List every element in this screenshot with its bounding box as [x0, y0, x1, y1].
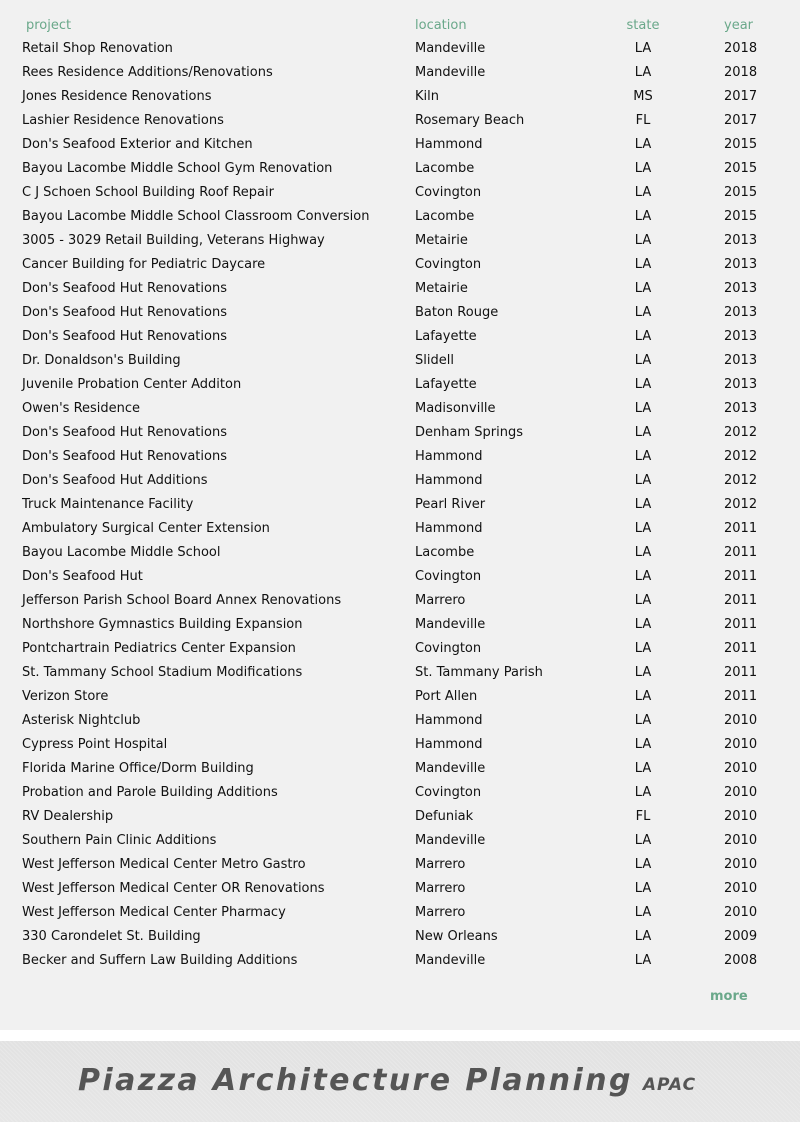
- year-cell: 2013: [724, 305, 758, 320]
- location-cell: Metairie: [415, 233, 468, 248]
- location-cell: Hammond: [415, 137, 483, 152]
- brand-logo-text: [78, 1063, 696, 1098]
- location-cell: Denham Springs: [415, 425, 523, 440]
- location-cell: Port Allen: [415, 689, 478, 704]
- location-cell: Mandeville: [415, 833, 486, 848]
- location-cell: Marrero: [415, 593, 466, 608]
- project-cell: Don's Seafood Hut Renovations: [22, 449, 227, 464]
- project-cell: 330 Carondelet St. Building: [22, 929, 201, 944]
- year-cell: 2011: [724, 641, 758, 656]
- project-cell: Southern Pain Clinic Additions: [22, 833, 217, 848]
- project-cell: 3005 - 3029 Retail Building, Veterans Highway: [22, 233, 325, 248]
- table-row: [22, 589, 782, 613]
- project-cell: Florida Marine Office/Dorm Building: [22, 761, 254, 776]
- state-cell: LA: [634, 929, 652, 944]
- project-cell: St. Tammany School Stadium Modifications: [22, 665, 303, 680]
- location-cell: Covington: [415, 569, 482, 584]
- state-cell: LA: [634, 521, 652, 536]
- table-row: [22, 85, 782, 109]
- table-row: [22, 157, 782, 181]
- state-cell: LA: [634, 545, 652, 560]
- table-row: [22, 229, 782, 253]
- table-row: [22, 805, 782, 829]
- year-cell: 2018: [724, 41, 758, 56]
- year-cell: 2018: [724, 65, 758, 80]
- state-cell: LA: [634, 41, 652, 56]
- location-cell: Marrero: [415, 905, 466, 920]
- table-row: [22, 253, 782, 277]
- location-cell: Rosemary Beach: [415, 113, 525, 128]
- year-cell: 2010: [724, 809, 758, 824]
- table-row: [22, 517, 782, 541]
- state-cell: MS: [633, 89, 653, 104]
- year-cell: 2013: [724, 281, 758, 296]
- location-cell: Metairie: [415, 281, 468, 296]
- table-row: [22, 949, 782, 973]
- project-cell: Bayou Lacombe Middle School: [22, 545, 221, 560]
- brand-name: Piazza Architecture Planning: [78, 1063, 633, 1098]
- year-cell: 2009: [724, 929, 758, 944]
- projects-table: [22, 15, 782, 973]
- year-cell: 2012: [724, 449, 758, 464]
- location-cell: Mandeville: [415, 761, 486, 776]
- year-cell: 2012: [724, 425, 758, 440]
- location-cell: Hammond: [415, 521, 483, 536]
- header-state: state: [626, 18, 660, 33]
- state-cell: LA: [634, 785, 652, 800]
- year-cell: 2010: [724, 857, 758, 872]
- project-cell: Don's Seafood Hut Renovations: [22, 425, 227, 440]
- location-cell: Hammond: [415, 449, 483, 464]
- state-cell: LA: [634, 449, 652, 464]
- year-cell: 2010: [724, 881, 758, 896]
- project-cell: Bayou Lacombe Middle School Gym Renovation: [22, 161, 333, 176]
- state-cell: LA: [634, 761, 652, 776]
- state-cell: LA: [634, 329, 652, 344]
- table-row: [22, 661, 782, 685]
- state-cell: LA: [634, 185, 652, 200]
- project-cell: Asterisk Nightclub: [22, 713, 141, 728]
- location-cell: Lacombe: [415, 161, 475, 176]
- table-row: [22, 205, 782, 229]
- brand-suffix: APAC: [642, 1075, 697, 1095]
- state-cell: LA: [634, 137, 652, 152]
- state-cell: LA: [634, 161, 652, 176]
- state-cell: LA: [634, 881, 652, 896]
- table-row: [22, 37, 782, 61]
- header-location: location: [415, 18, 467, 33]
- table-row: [22, 565, 782, 589]
- project-cell: Probation and Parole Building Additions: [22, 785, 278, 800]
- table-row: [22, 853, 782, 877]
- year-cell: 2015: [724, 185, 758, 200]
- state-cell: LA: [634, 569, 652, 584]
- state-cell: LA: [634, 281, 652, 296]
- project-cell: Jefferson Parish School Board Annex Renovations: [22, 593, 342, 608]
- year-cell: 2015: [724, 209, 758, 224]
- location-cell: Lacombe: [415, 545, 475, 560]
- project-cell: Jones Residence Renovations: [22, 89, 212, 104]
- location-cell: Covington: [415, 641, 482, 656]
- state-cell: LA: [634, 497, 652, 512]
- state-cell: LA: [634, 353, 652, 368]
- table-row: [22, 493, 782, 517]
- year-cell: 2017: [724, 89, 758, 104]
- table-row: [22, 109, 782, 133]
- state-cell: LA: [634, 617, 652, 632]
- year-cell: 2015: [724, 161, 758, 176]
- project-cell: West Jefferson Medical Center Pharmacy: [22, 905, 286, 920]
- project-cell: Don's Seafood Exterior and Kitchen: [22, 137, 253, 152]
- location-cell: Pearl River: [415, 497, 486, 512]
- project-cell: Don's Seafood Hut Additions: [22, 473, 208, 488]
- project-cell: Don's Seafood Hut Renovations: [22, 305, 227, 320]
- table-row: [22, 877, 782, 901]
- project-cell: Cypress Point Hospital: [22, 737, 168, 752]
- state-cell: LA: [634, 401, 652, 416]
- project-cell: Bayou Lacombe Middle School Classroom Conversion: [22, 209, 370, 224]
- header-year: year: [724, 18, 754, 33]
- project-cell: Rees Residence Additions/Renovations: [22, 65, 273, 80]
- table-row: [22, 901, 782, 925]
- table-row: [22, 685, 782, 709]
- state-cell: LA: [634, 593, 652, 608]
- state-cell: LA: [634, 641, 652, 656]
- table-row: [22, 349, 782, 373]
- year-cell: 2012: [724, 473, 758, 488]
- project-cell: Cancer Building for Pediatric Daycare: [22, 257, 266, 272]
- table-row: [22, 373, 782, 397]
- year-cell: 2010: [724, 785, 758, 800]
- project-cell: Pontchartrain Pediatrics Center Expansion: [22, 641, 296, 656]
- year-cell: 2010: [724, 713, 758, 728]
- year-cell: 2010: [724, 833, 758, 848]
- location-cell: Lafayette: [415, 377, 477, 392]
- table-row: [22, 733, 782, 757]
- table-row: [22, 421, 782, 445]
- location-cell: Mandeville: [415, 617, 486, 632]
- state-cell: LA: [634, 665, 652, 680]
- project-cell: RV Dealership: [22, 809, 114, 824]
- project-cell: Ambulatory Surgical Center Extension: [22, 521, 270, 536]
- project-cell: Don's Seafood Hut Renovations: [22, 281, 227, 296]
- location-cell: Covington: [415, 785, 482, 800]
- location-cell: Mandeville: [415, 41, 486, 56]
- location-cell: Defuniak: [415, 809, 474, 824]
- state-cell: LA: [634, 833, 652, 848]
- state-cell: LA: [634, 65, 652, 80]
- table-row: [22, 829, 782, 853]
- year-cell: 2010: [724, 761, 758, 776]
- state-cell: LA: [634, 473, 652, 488]
- year-cell: 2013: [724, 353, 758, 368]
- year-cell: 2011: [724, 569, 758, 584]
- project-cell: West Jefferson Medical Center OR Renovations: [22, 881, 325, 896]
- state-cell: LA: [634, 953, 652, 968]
- year-cell: 2013: [724, 257, 758, 272]
- year-cell: 2011: [724, 593, 758, 608]
- location-cell: Mandeville: [415, 953, 486, 968]
- project-cell: C J Schoen School Building Roof Repair: [22, 185, 274, 200]
- more-link[interactable]: more: [710, 989, 748, 1004]
- location-cell: New Orleans: [415, 929, 498, 944]
- year-cell: 2011: [724, 689, 758, 704]
- table-header: [22, 15, 782, 37]
- table-row: [22, 325, 782, 349]
- table-row: [22, 541, 782, 565]
- location-cell: Mandeville: [415, 65, 486, 80]
- year-cell: 2012: [724, 497, 758, 512]
- location-cell: Baton Rouge: [415, 305, 499, 320]
- state-cell: LA: [634, 233, 652, 248]
- location-cell: Hammond: [415, 737, 483, 752]
- state-cell: LA: [634, 425, 652, 440]
- project-cell: Northshore Gymnastics Building Expansion: [22, 617, 303, 632]
- state-cell: LA: [634, 737, 652, 752]
- header-project: project: [26, 18, 72, 33]
- project-cell: Owen's Residence: [22, 401, 141, 416]
- year-cell: 2011: [724, 521, 758, 536]
- location-cell: Marrero: [415, 881, 466, 896]
- table-row: [22, 181, 782, 205]
- project-cell: Truck Maintenance Facility: [22, 497, 194, 512]
- table-row: [22, 301, 782, 325]
- location-cell: St. Tammany Parish: [415, 665, 543, 680]
- year-cell: 2017: [724, 113, 758, 128]
- state-cell: FL: [635, 809, 651, 824]
- state-cell: LA: [634, 689, 652, 704]
- year-cell: 2013: [724, 401, 758, 416]
- location-cell: Hammond: [415, 473, 483, 488]
- project-cell: Verizon Store: [22, 689, 109, 704]
- table-row: [22, 613, 782, 637]
- year-cell: 2013: [724, 377, 758, 392]
- year-cell: 2011: [724, 545, 758, 560]
- project-cell: Juvenile Probation Center Additon: [22, 377, 242, 392]
- footer-banner: [0, 1041, 800, 1122]
- location-cell: Slidell: [415, 353, 454, 368]
- project-cell: Dr. Donaldson's Building: [22, 353, 181, 368]
- table-row: [22, 757, 782, 781]
- year-cell: 2013: [724, 329, 758, 344]
- table-row: [22, 445, 782, 469]
- state-cell: LA: [634, 713, 652, 728]
- table-row: [22, 781, 782, 805]
- state-cell: LA: [634, 857, 652, 872]
- state-cell: LA: [634, 209, 652, 224]
- project-cell: Lashier Residence Renovations: [22, 113, 224, 128]
- year-cell: 2010: [724, 905, 758, 920]
- table-body: [22, 37, 782, 973]
- table-row: [22, 61, 782, 85]
- location-cell: Madisonville: [415, 401, 496, 416]
- table-row: [22, 397, 782, 421]
- table-row: [22, 925, 782, 949]
- state-cell: FL: [635, 113, 651, 128]
- table-row: [22, 277, 782, 301]
- location-cell: Kiln: [415, 89, 439, 104]
- project-cell: Don's Seafood Hut Renovations: [22, 329, 227, 344]
- year-cell: 2015: [724, 137, 758, 152]
- location-cell: Covington: [415, 185, 482, 200]
- year-cell: 2011: [724, 617, 758, 632]
- project-cell: Becker and Suffern Law Building Additions: [22, 953, 298, 968]
- table-row: [22, 133, 782, 157]
- table-row: [22, 637, 782, 661]
- project-cell: Retail Shop Renovation: [22, 41, 173, 56]
- project-cell: Don's Seafood Hut: [22, 569, 143, 584]
- location-cell: Covington: [415, 257, 482, 272]
- location-cell: Lacombe: [415, 209, 475, 224]
- year-cell: 2011: [724, 665, 758, 680]
- state-cell: LA: [634, 905, 652, 920]
- location-cell: Lafayette: [415, 329, 477, 344]
- year-cell: 2008: [724, 953, 758, 968]
- location-cell: Marrero: [415, 857, 466, 872]
- table-row: [22, 709, 782, 733]
- project-cell: West Jefferson Medical Center Metro Gastro: [22, 857, 306, 872]
- state-cell: LA: [634, 305, 652, 320]
- table-row: [22, 469, 782, 493]
- location-cell: Hammond: [415, 713, 483, 728]
- year-cell: 2013: [724, 233, 758, 248]
- state-cell: LA: [634, 257, 652, 272]
- state-cell: LA: [634, 377, 652, 392]
- year-cell: 2010: [724, 737, 758, 752]
